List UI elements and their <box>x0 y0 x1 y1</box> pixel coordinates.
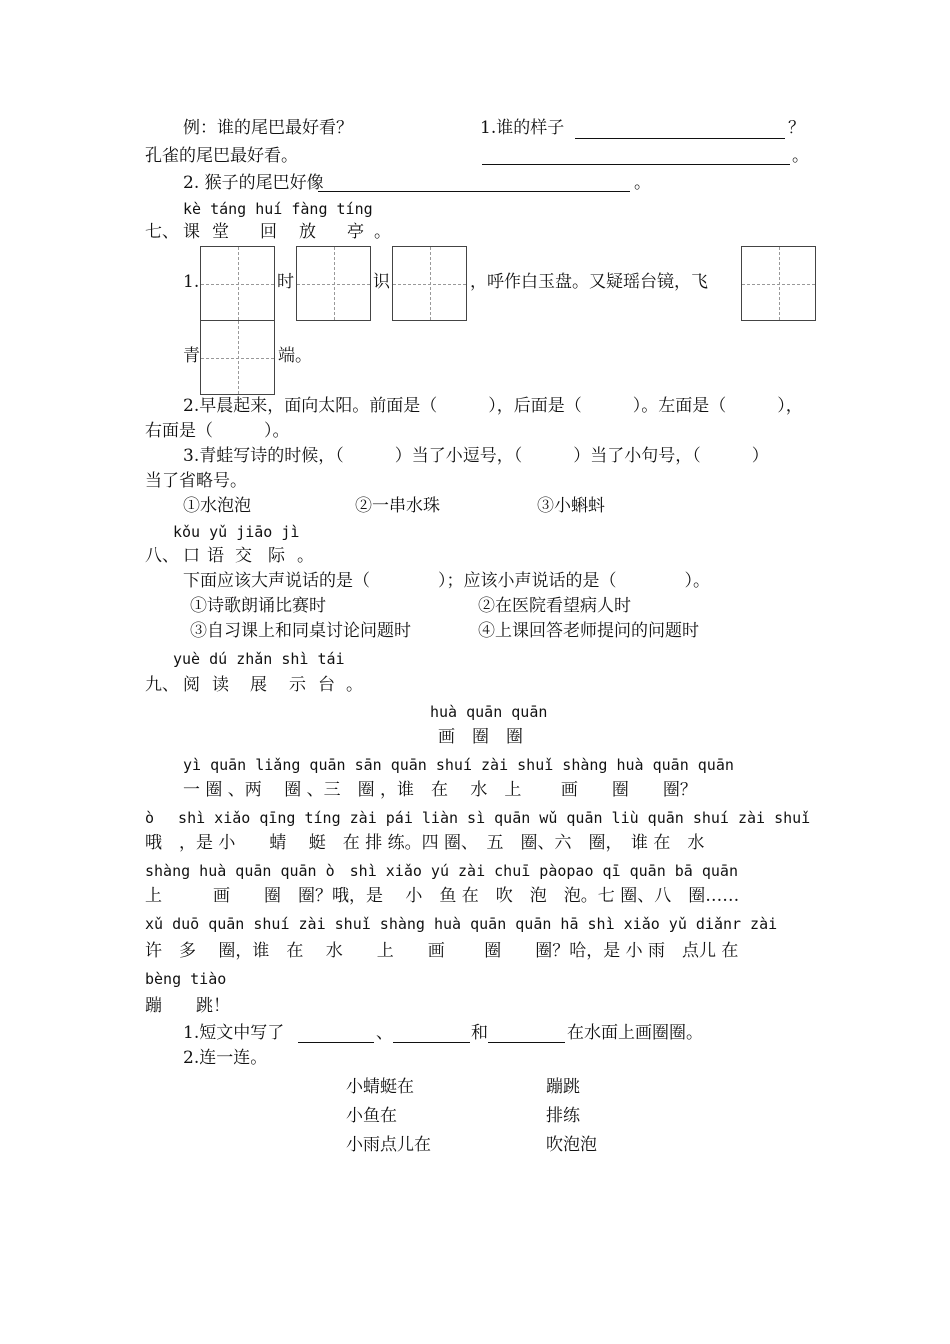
section-9-title-char: 阅 <box>183 675 200 695</box>
question-2-end: 。 <box>634 173 651 193</box>
section-8-question: 下面应该大声说话的是（ ）；应该小声说话的是（ ）。 <box>183 571 710 591</box>
question-9-1-sep: 、 <box>376 1023 393 1043</box>
section-8-pinyin: kǒu yǔ jiāo jì <box>173 523 300 541</box>
answer-blank-9-1c[interactable] <box>488 1042 565 1043</box>
question-7-2-line1: 2.早晨起来，面向太阳。前面是（ ），后面是（ ）。左面是（ ）， <box>183 396 803 416</box>
question-9-1-sep: 和 <box>471 1023 488 1043</box>
story-pinyin-line: yì quān liǎng quān sān quān shuí zài shuǐ shàng huà quān quān <box>183 756 734 774</box>
question-7-3-line2: 当了省略号。 <box>145 471 247 491</box>
match-left-item[interactable]: 小雨点儿在 <box>346 1135 431 1155</box>
answer-blank-1[interactable] <box>575 138 785 139</box>
section-8-title-char: 口 <box>183 546 200 566</box>
example-question: 例：谁的尾巴最好看？ <box>183 118 353 138</box>
tianzige-box-3[interactable] <box>392 246 467 321</box>
section-7-prefix: 七、 <box>145 222 179 242</box>
section-8-prefix: 八、 <box>145 546 179 566</box>
poem-char: 端。 <box>278 346 312 366</box>
section-8-title-char: 交 <box>235 546 252 566</box>
tianzige-box-1[interactable] <box>200 246 275 321</box>
story-text-line: 哦 ，是 小 蜻 蜓 在 排 练。四 圈、 五 圈、六 圈， 谁 在 水 <box>145 833 705 853</box>
section-7-title-char: 。 <box>374 222 391 242</box>
story-title-pinyin: huà quān quān <box>430 703 548 721</box>
option-item: ③自习课上和同桌讨论问题时 <box>190 621 411 641</box>
answer-1b-end: 。 <box>792 146 809 166</box>
section-9-title-char: 展 <box>250 675 267 695</box>
match-right-item[interactable]: 排练 <box>546 1106 580 1126</box>
story-text-line: 一 圈 、两 圈 、三 圈 ，谁 在 水 上 画 圈 圈？ <box>183 780 697 800</box>
answer-blank-9-1b[interactable] <box>393 1042 470 1043</box>
section-7-title-char: 课 <box>183 222 200 242</box>
section-9-prefix: 九、 <box>145 675 179 695</box>
question-9-1-end: 在水面上画圈圈。 <box>567 1023 703 1043</box>
question-7-2-line2: 右面是（ ）。 <box>145 421 290 441</box>
section-9-title-char: 台 <box>318 675 335 695</box>
question-2-prompt: 2. 猴子的尾巴好像 <box>183 173 324 193</box>
section-7-title-char: 亭 <box>347 222 364 242</box>
example-answer: 孔雀的尾巴最好看。 <box>145 146 298 166</box>
section-9-pinyin: yuè dú zhǎn shì tái <box>173 650 345 668</box>
option-item: ④上课回答老师提问的问题时 <box>478 621 699 641</box>
story-pinyin-line: ò shì xiǎo qīng tíng zài pái liàn sì quān wǔ quān liù quān shuí zài shuǐ <box>145 809 811 827</box>
answer-blank-1b[interactable] <box>482 164 790 165</box>
poem-char: 时 <box>277 272 294 292</box>
story-text-line: 许 多 圈，谁 在 水 上 画 圈 圈？哈，是 小 雨 点儿 在 <box>145 941 739 961</box>
option-item: ②在医院看望病人时 <box>478 596 631 616</box>
section-7-title-char: 放 <box>299 222 316 242</box>
match-left-item[interactable]: 小蜻蜓在 <box>346 1077 414 1097</box>
option-item: ①诗歌朗诵比赛时 <box>190 596 326 616</box>
section-8-title-char: 。 <box>297 546 314 566</box>
section-7-title-char: 堂 <box>212 222 229 242</box>
tianzige-box-2[interactable] <box>296 246 371 321</box>
section-9-title-char: 。 <box>346 675 363 695</box>
question-9-2: 2.连一连。 <box>183 1048 268 1068</box>
question-1-prompt: 1.谁的样子 <box>480 118 565 138</box>
section-9-title-char: 示 <box>289 675 306 695</box>
section-7-pinyin: kè táng huí fàng tíng <box>183 200 373 218</box>
option-item: ①水泡泡 <box>183 496 251 516</box>
match-right-item[interactable]: 吹泡泡 <box>546 1135 597 1155</box>
section-8-title-char: 语 <box>207 546 224 566</box>
option-item: ②一串水珠 <box>355 496 440 516</box>
poem-char: 识 <box>373 272 390 292</box>
tianzige-box-5[interactable] <box>200 320 275 395</box>
match-left-item[interactable]: 小鱼在 <box>346 1106 397 1126</box>
section-9-title-char: 读 <box>212 675 229 695</box>
section-8-title-char: 际 <box>268 546 285 566</box>
poem-text: ，呼作白玉盘。又疑瑶台镜，飞 <box>470 272 708 292</box>
poem-char: 青 <box>183 346 200 366</box>
story-pinyin-line: xǔ duō quān shuí zài shuǐ shàng huà quān quān hā shì xiǎo yǔ diǎnr zài <box>145 915 778 933</box>
story-text-line: 蹦 跳！ <box>145 996 230 1016</box>
story-title: 画 圈 圈 <box>438 727 523 747</box>
answer-blank-9-1a[interactable] <box>298 1042 374 1043</box>
section-7-title-char: 回 <box>260 222 277 242</box>
match-right-item[interactable]: 蹦跳 <box>546 1077 580 1097</box>
option-item: ③小蝌蚪 <box>537 496 605 516</box>
story-text-line: 上 画 圈 圈？哦，是 小 鱼 在 吹 泡 泡。七 圈、八 圈…… <box>145 886 740 906</box>
poem-number: 1. <box>183 272 200 292</box>
question-1-end: ？ <box>788 118 805 138</box>
story-pinyin-line: shàng huà quān quān ò shì xiǎo yú zài chuī pàopao qī quān bā quān <box>145 862 738 880</box>
question-7-3-line1: 3.青蛙写诗的时候，（ ）当了小逗号，（ ）当了小句号，（ ） <box>183 446 769 466</box>
tianzige-box-4[interactable] <box>741 246 816 321</box>
story-pinyin-line: bèng tiào <box>145 970 227 988</box>
question-9-1-prompt: 1.短文中写了 <box>183 1023 285 1043</box>
answer-blank-2[interactable] <box>318 191 630 192</box>
